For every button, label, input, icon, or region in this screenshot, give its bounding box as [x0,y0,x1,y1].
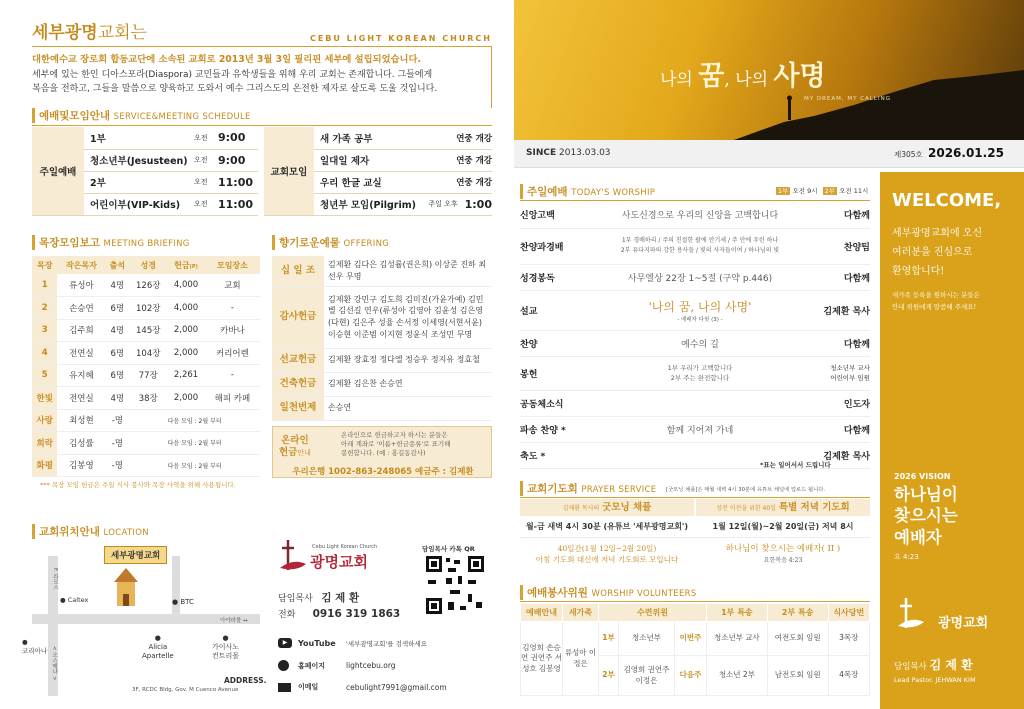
group-row: 새 가족 공부 [314,127,428,149]
issue-date: 2026.01.25 [928,146,1004,160]
table-row: 화평 김봉영 -명 다음 모임 : 2월 부터 [32,454,260,477]
bank-account: 우리은행 1002-863-248065 예금주 : 김제환 [292,467,474,477]
sunday-row: 어린이부(VIP-Kids) [84,193,194,215]
briefing-note: *** 목장 모임 헌금은 주일 식사 봉사와 목장 사역을 위해 사용됩니다. [40,481,236,489]
table-row: 1 류성아 4명 126장 4,000 교회 [32,274,260,297]
prayer-note: [굿모닝 채플]은 매월 새벽 4시 30분에 유튜브 채널에 업로드 됩니다. [666,487,826,493]
cover-subtitle: MY DREAM, MY CALLING [804,96,891,102]
welcome-title: WELCOME, [892,190,1002,211]
qr-label: 담임목사 카톡 QR [422,545,475,553]
online-label: 온라인 헌금안내 [279,435,311,459]
table-row: 축도 * 김제환 목사 [520,442,870,468]
schedule-heading [32,108,251,123]
table-row: 건축헌금 김제환 김은찬 손승연 [272,372,492,396]
schedule-top-rule [32,125,492,126]
address-text: 3F, RCDC Bldg, Gov. M Cuenco Avenue [132,687,239,693]
online-text: 온라인으로 헌금하고자 하시는 분들은 아래 계좌로 '이름+헌금종류'로 표기해 봉헌합니다. (예 : 홍길동감사) [341,431,451,458]
table-row: 3 김주희 4명 145장 2,000 카바나 [32,319,260,342]
vision-ref: 요 4:23 [894,553,919,561]
table-row: 2부 김영희 권연주 이정은 다음주 청소년 2부 남전도회 임원 4목장 [521,656,870,696]
prayer-grid [520,499,870,575]
prayer-desc-right: 하나님이 찾으시는 예배자( II ) 요한복음 4:23 [725,544,841,564]
location-heading: 교회위치안내 LOCATION [32,524,149,539]
church-logo-icon [278,538,308,574]
schedule-eng: SERVICE&MEETING SCHEDULE [113,112,251,122]
avenue-label: 아야라몰 ↔ [220,618,248,624]
table-row: 희락 김성률 -명 다음 모임 : 2월 부터 [32,432,260,455]
intro-title-bold: 세부광명 [32,23,98,43]
volunteers-top-rule [520,601,870,602]
table-row: 4 전연실 6명 104장 2,000 커리어렌 [32,342,260,365]
sunday-row: 1부 [84,127,194,149]
since-date: SINCE 2013.03.03 [526,148,611,158]
phone-line: 전화 0916 319 1863 [278,608,401,620]
church-eng-name: CEBU LIGHT KOREAN CHURCH [309,34,492,43]
mail-icon [278,683,291,692]
prayer-header-right: 성전 이전을 위한 40일 특별 저녁 기도회 [696,499,870,516]
table-row: 파송 찬양 * 함께 지어져 가네 다함께 [520,416,870,442]
worship-top-rule [520,200,870,201]
church-building-icon [112,568,140,608]
kakao-qr-code[interactable] [424,554,486,616]
table-row: 봉헌 1부 우리가 고백합니다 2부 주는 완전합니다 청소년부 교사 어린이부 임원 [520,356,870,390]
group-label: 교회모임 [264,127,314,215]
table-row: 5 유지혜 6명 77장 2,261 - [32,364,260,387]
vision-title: 하나님이 찾으시는 예배자 [894,485,958,547]
table-row: 찬양 예수의 길 다함께 [520,330,870,356]
worship-order-table [520,202,870,469]
online-offering-box [272,426,492,478]
street-label-ramos: F. 라모스 [52,568,58,591]
table-row: 감사헌금 김제환 강민구 김도희 김미진(가윤가예) 김민별 김선길 연우(류성아 김영아 김윤성 김은영(다현) 김은주 성율 손서정 이세영(서현서윤) 이승현 이준범 이지현 정윤식 조성민 무명 [272,286,492,348]
prayer-heading: 교회기도회 PRAYER SERVICE [520,481,656,496]
logo-small-text: Cebu Light Korean Church [312,544,378,550]
table-row: 한빛 전연실 4명 38장 2,000 해피 카페 [32,387,260,410]
street-label-osmena: < 오스메냐 > [51,646,57,681]
location-map [22,546,267,696]
lead-pastor-eng: Lead Pastor. JEHWAN KIM [894,676,976,684]
table-row: 설교 '나의 꿈, 나의 사명' - 예배자 다윗 (3) - 김제환 목사 [520,290,870,330]
table-row: 성경봉독 사무엘상 22장 1~5절 (구약 p.446) 다함께 [520,264,870,290]
lead-pastor: 담임목사 김 제 환 [894,658,973,672]
sunday-row: 청소년부(Jesusteen) [84,149,194,171]
prayer-time-left: 월-금 새벽 4시 30분 (유튜브 '세부광명교회') [525,522,689,531]
group-table: 교회모임 새 가족 공부 연중 개강 일대일 제자 연중 개강 우리 한글 교실 연중 개강 청년부 모임(Pilgrim) 주일 오후 1:00 [264,127,492,216]
contact-block [276,530,492,700]
table-row: 선교헌금 김제환 장효정 정다엘 정승우 정지유 정효철 [272,348,492,372]
landmark-caltex: ● Caltex [60,596,89,604]
church-marker-label: 세부광명교회 [104,546,167,564]
table-row: 김영희 손승연 권연주 서성호 김봉영 류성아 이정은 1부 청소년부 이번주 청소년부 교사 여전도회 임원 3목장 [521,622,870,656]
schedule-title: 예배및모임안내 [39,110,111,122]
offering-heading: 향기로운예물 OFFERING [272,235,389,250]
prayer-divider [520,537,870,538]
issue-number: 제305호 [894,150,923,159]
cover-title: 나의 꿈, 나의 사명 [660,61,826,92]
table-row: 찬양과경배 1부 경배하리 / 주의 친절한 팔에 안기세 / 주 안에 우린 하나 2부 유다지파의 강한 용사들 / 빛의 사자들이여 / 하나님의 빛 찬양팀 [520,228,870,264]
table-row: 사랑 최성현 -명 다음 모임 : 2월 부터 [32,409,260,432]
welcome-text: 세부광명교회에 오신 여러분을 진심으로 환영합니다! [892,228,983,277]
sunday-table: 주일예배 1부 오전 9:00 청소년부(Jesusteen) 오전 9:00 2부 오전 11:00 어린이부(VIP-Kids) 오전 11:00 [32,127,258,216]
church-logo-white-icon [896,596,926,632]
youtube-row[interactable]: ▶ YouTube '세부광명교회'를 검색하세요 [278,638,427,648]
worship-note: *표는 일어서서 드립니다 [760,461,831,469]
intro-title-rest: 교회는 [97,23,147,43]
intro-line2: 세부에 있는 한인 디아스포라(Diaspora) 교민들과 유학생들을 위해 우리 교회는 존재합니다. 그들에게 [32,69,433,80]
landmark-koreana: ● 코리아나 [22,638,48,655]
offering-table [272,256,492,421]
vision-label: 2026 VISION [894,472,951,481]
sunday-label: 주일예배 [32,127,84,215]
sunday-row: 2부 [84,171,194,193]
logo-big-text: 광명교회 [310,553,368,571]
landmark-gaisano: ● 가이사노 컨트리몰 [212,634,240,661]
issue-bar [514,140,1024,168]
worship-times: 1부 오전 9시 2부 오전 11시 [778,187,869,195]
pastor-line: 담임목사 김 제 환 [278,592,360,604]
prayer-time-right: 1월 12일(월)~2월 20일(금) 저녁 8시 [712,522,854,531]
table-row: 십 일 조 김제환 김다은 김성률(권은희) 이상준 진하 최선우 무명 [272,256,492,286]
landmark-alicia: ● Alicia Apartelle [142,634,174,661]
briefing-heading: 목장모임보고 MEETING BRIEFING [32,235,190,250]
cover-image [514,0,1024,140]
church-intro [32,18,492,108]
globe-icon [278,660,289,671]
intro-line1: 대한예수교 장로회 합동교단에 소속된 교회로 2013년 3월 3일 필리핀 세부에 설립되었습니다. [32,54,422,65]
group-row: 일대일 제자 [314,149,428,171]
homepage-row[interactable]: 홈페이지 lightcebu.org [278,660,396,671]
intro-line3: 복음을 전하고, 그들을 말씀으로 양육하고 도와서 예수 그리스도의 온전한 제자로 살도록 도울 것입니다. [32,84,438,95]
worship-heading: 주일예배 TODAY'S WORSHIP [520,184,655,199]
title-rule [32,46,492,108]
address-title: ADDRESS. [224,676,267,685]
prayer-top-rule [520,497,870,498]
volunteers-heading: 예배봉사위원 WORSHIP VOLUNTEERS [520,585,697,600]
group-row: 우리 한글 교실 [314,171,428,193]
prayer-desc-left: 40일간(1월 12일~2월 20일) 아침 기도회 대신에 저녁 기도회로 모입니다 [535,544,679,565]
table-row: 신앙고백 사도신경으로 우리의 신앙을 고백합니다 다함께 [520,202,870,228]
volunteers-table: 예배안내 새가족 수련위원 1부 특송 2부 특송 식사당번 김영희 손승연 권연주 서성호 김봉영 류성아 이정은 1부 청소년부 이번주 청소년부 교사 여전도회 임원 3목장 2부 김영희 권연주 이정은 다음주 청소년 2부 남전도회 임원 4목장 [520,603,870,696]
table-row: 공동체소식 인도자 [520,390,870,416]
group-row: 청년부 모임(Pilgrim) [314,193,428,215]
landmark-btc: ● BTC [172,598,194,606]
youtube-icon: ▶ [278,638,292,648]
table-row: 2 손승연 6명 102장 4,000 - [32,297,260,320]
table-row: 일천번제 손승연 [272,396,492,420]
email-row[interactable]: 이메일 cebulight7991@gmail.com [278,682,447,692]
welcome-panel [880,172,1024,709]
prayer-header-left: 김제환 목사의 굿모닝 채플 [520,499,694,516]
briefing-table: 목장 작은목자 출석 성경 헌금(P) 모임장소 1 류성아 4명 126장 4,000 교회 2 손승연 6명 102장 4,000 - 3 김주희 4명 145장 2,000 카바나 4 전연실 6명 104장 2,000 커리어렌 5 유지혜 6명 77장 2,261 - 한빛 전연실 4명 38장 2,000 해피 카페 사랑 최성현 -명 다음 모임 : 2월 부터 희락 김성률 -명 다음 모임 : 2월 부터 화평 김봉영 -명 다음 모임 : 2월 부터 [32,256,260,477]
logo-white-text: 광명교회 [938,616,989,631]
welcome-note: 새가족 등록을 원하시는 분들은 안내 위원에게 말씀해 주세요! [892,291,980,311]
